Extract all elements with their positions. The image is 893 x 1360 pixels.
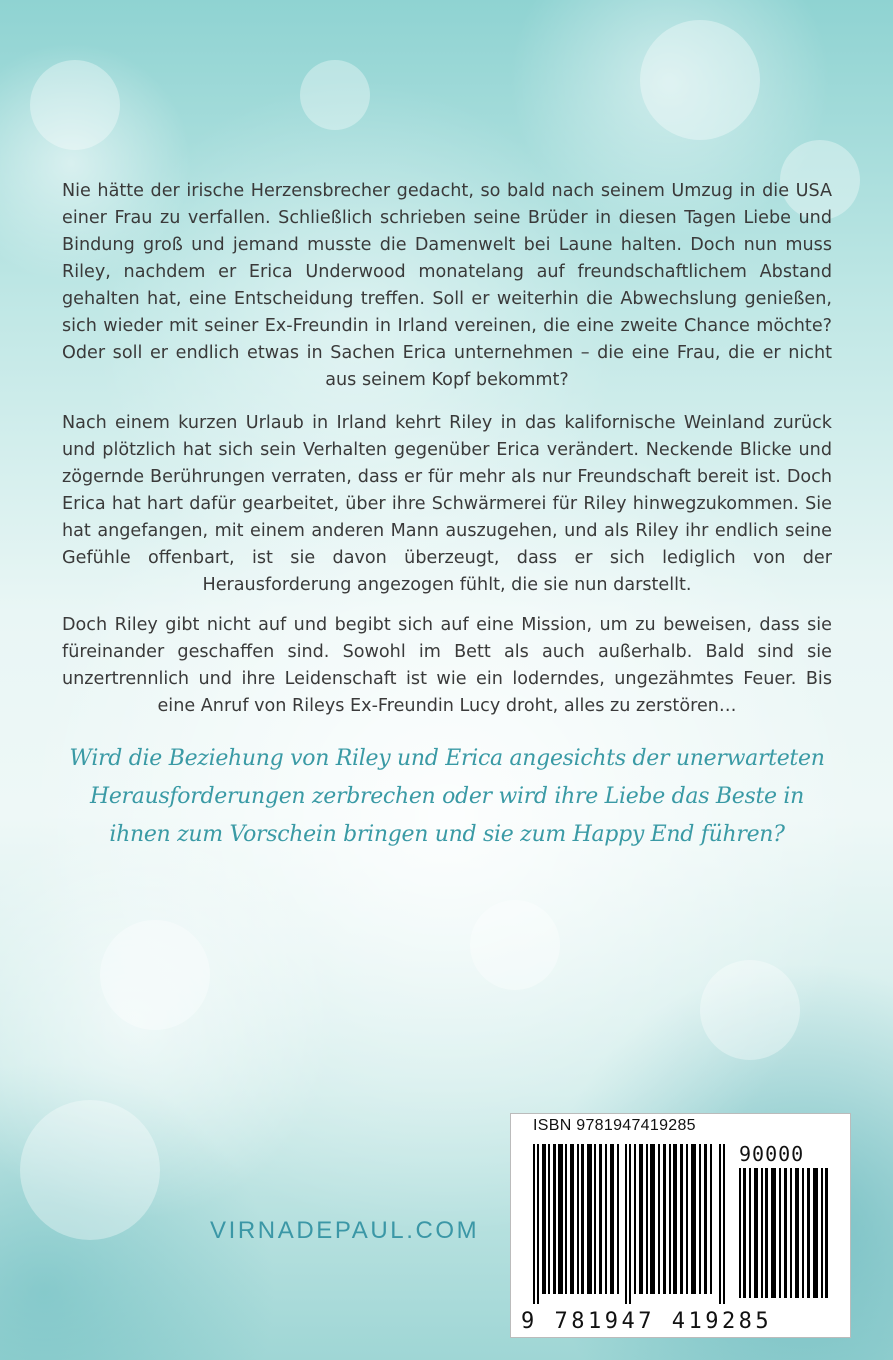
bokeh-light bbox=[470, 900, 560, 990]
blurb-paragraph-1: Nie hätte der irische Herzensbrecher gedacht, so bald nach seinem Umzug in die USA einer Frau zu verfallen. Schließlich schrieben seine Brüder in diesen Tagen Liebe und Bindung groß und jemand musste die Damenwelt bei Laune halten. Doch nun muss Riley, nachdem er Erica Underwood monatelang auf freundschaftlichem Abstand gehalten hat, eine Entscheidung treffen. Soll er weiterhin die Abwechslung genießen, sich wieder mit seiner Ex-Freundin in Irland vereinen, die eine zweite Chance möchte? Oder soll er endlich etwas in Sachen Erica unternehmen – die eine Frau, die er nicht aus seinem Kopf bekommt? bbox=[62, 181, 832, 390]
price-addon-bars bbox=[739, 1168, 829, 1298]
price-code: 90000 bbox=[739, 1142, 805, 1166]
bokeh-light bbox=[300, 60, 370, 130]
barcode-bars bbox=[533, 1144, 733, 1304]
author-website: VIRNADEPAUL.COM bbox=[210, 1217, 480, 1244]
tagline: Wird die Beziehung von Riley und Erica angesichts der unerwarteten Herausforderungen zerbrechen oder wird ihre Liebe das Beste in ihnen zum Vorschein bringen und sie zum Happy End führen? bbox=[69, 746, 825, 847]
bokeh-light bbox=[640, 20, 760, 140]
barcode-digits: 9 781947 419285 bbox=[521, 1309, 773, 1334]
bokeh-light bbox=[20, 1100, 160, 1240]
isbn-barcode bbox=[510, 1113, 851, 1338]
blurb-paragraph-3: Doch Riley gibt nicht auf und begibt sich auf eine Mission, um zu beweisen, dass sie füreinander geschaffen sind. Sowohl im Bett als auch außerhalb. Bald sind sie unzertrennlich und ihre Leidenschaft ist wie ein loderndes, ungezähmtes Feuer. Bis eine Anruf von Rileys Ex-Freundin Lucy droht, alles zu zerstören… bbox=[62, 615, 832, 716]
bokeh-light bbox=[100, 920, 210, 1030]
bokeh-light bbox=[700, 960, 800, 1060]
blurb-paragraph-2: Nach einem kurzen Urlaub in Irland kehrt Riley in das kalifornische Weinland zurück und plötzlich hat sich sein Verhalten gegenüber Erica verändert. Neckende Blicke und zögernde Berührungen verraten, dass er für mehr als nur Freundschaft bereit ist. Doch Erica hat hart dafür gearbeitet, über ihre Schwärmerei für Riley hinwegzukommen. Sie hat angefangen, mit einem anderen Mann auszugehen, und als Riley ihr endlich seine Gefühle offenbart, ist sie davon überzeugt, dass er sich lediglich von der Herausforderung angezogen fühlt, die sie nun darstellt. bbox=[62, 413, 832, 595]
bokeh-light bbox=[30, 60, 120, 150]
isbn-label: ISBN 9781947419285 bbox=[533, 1117, 696, 1134]
